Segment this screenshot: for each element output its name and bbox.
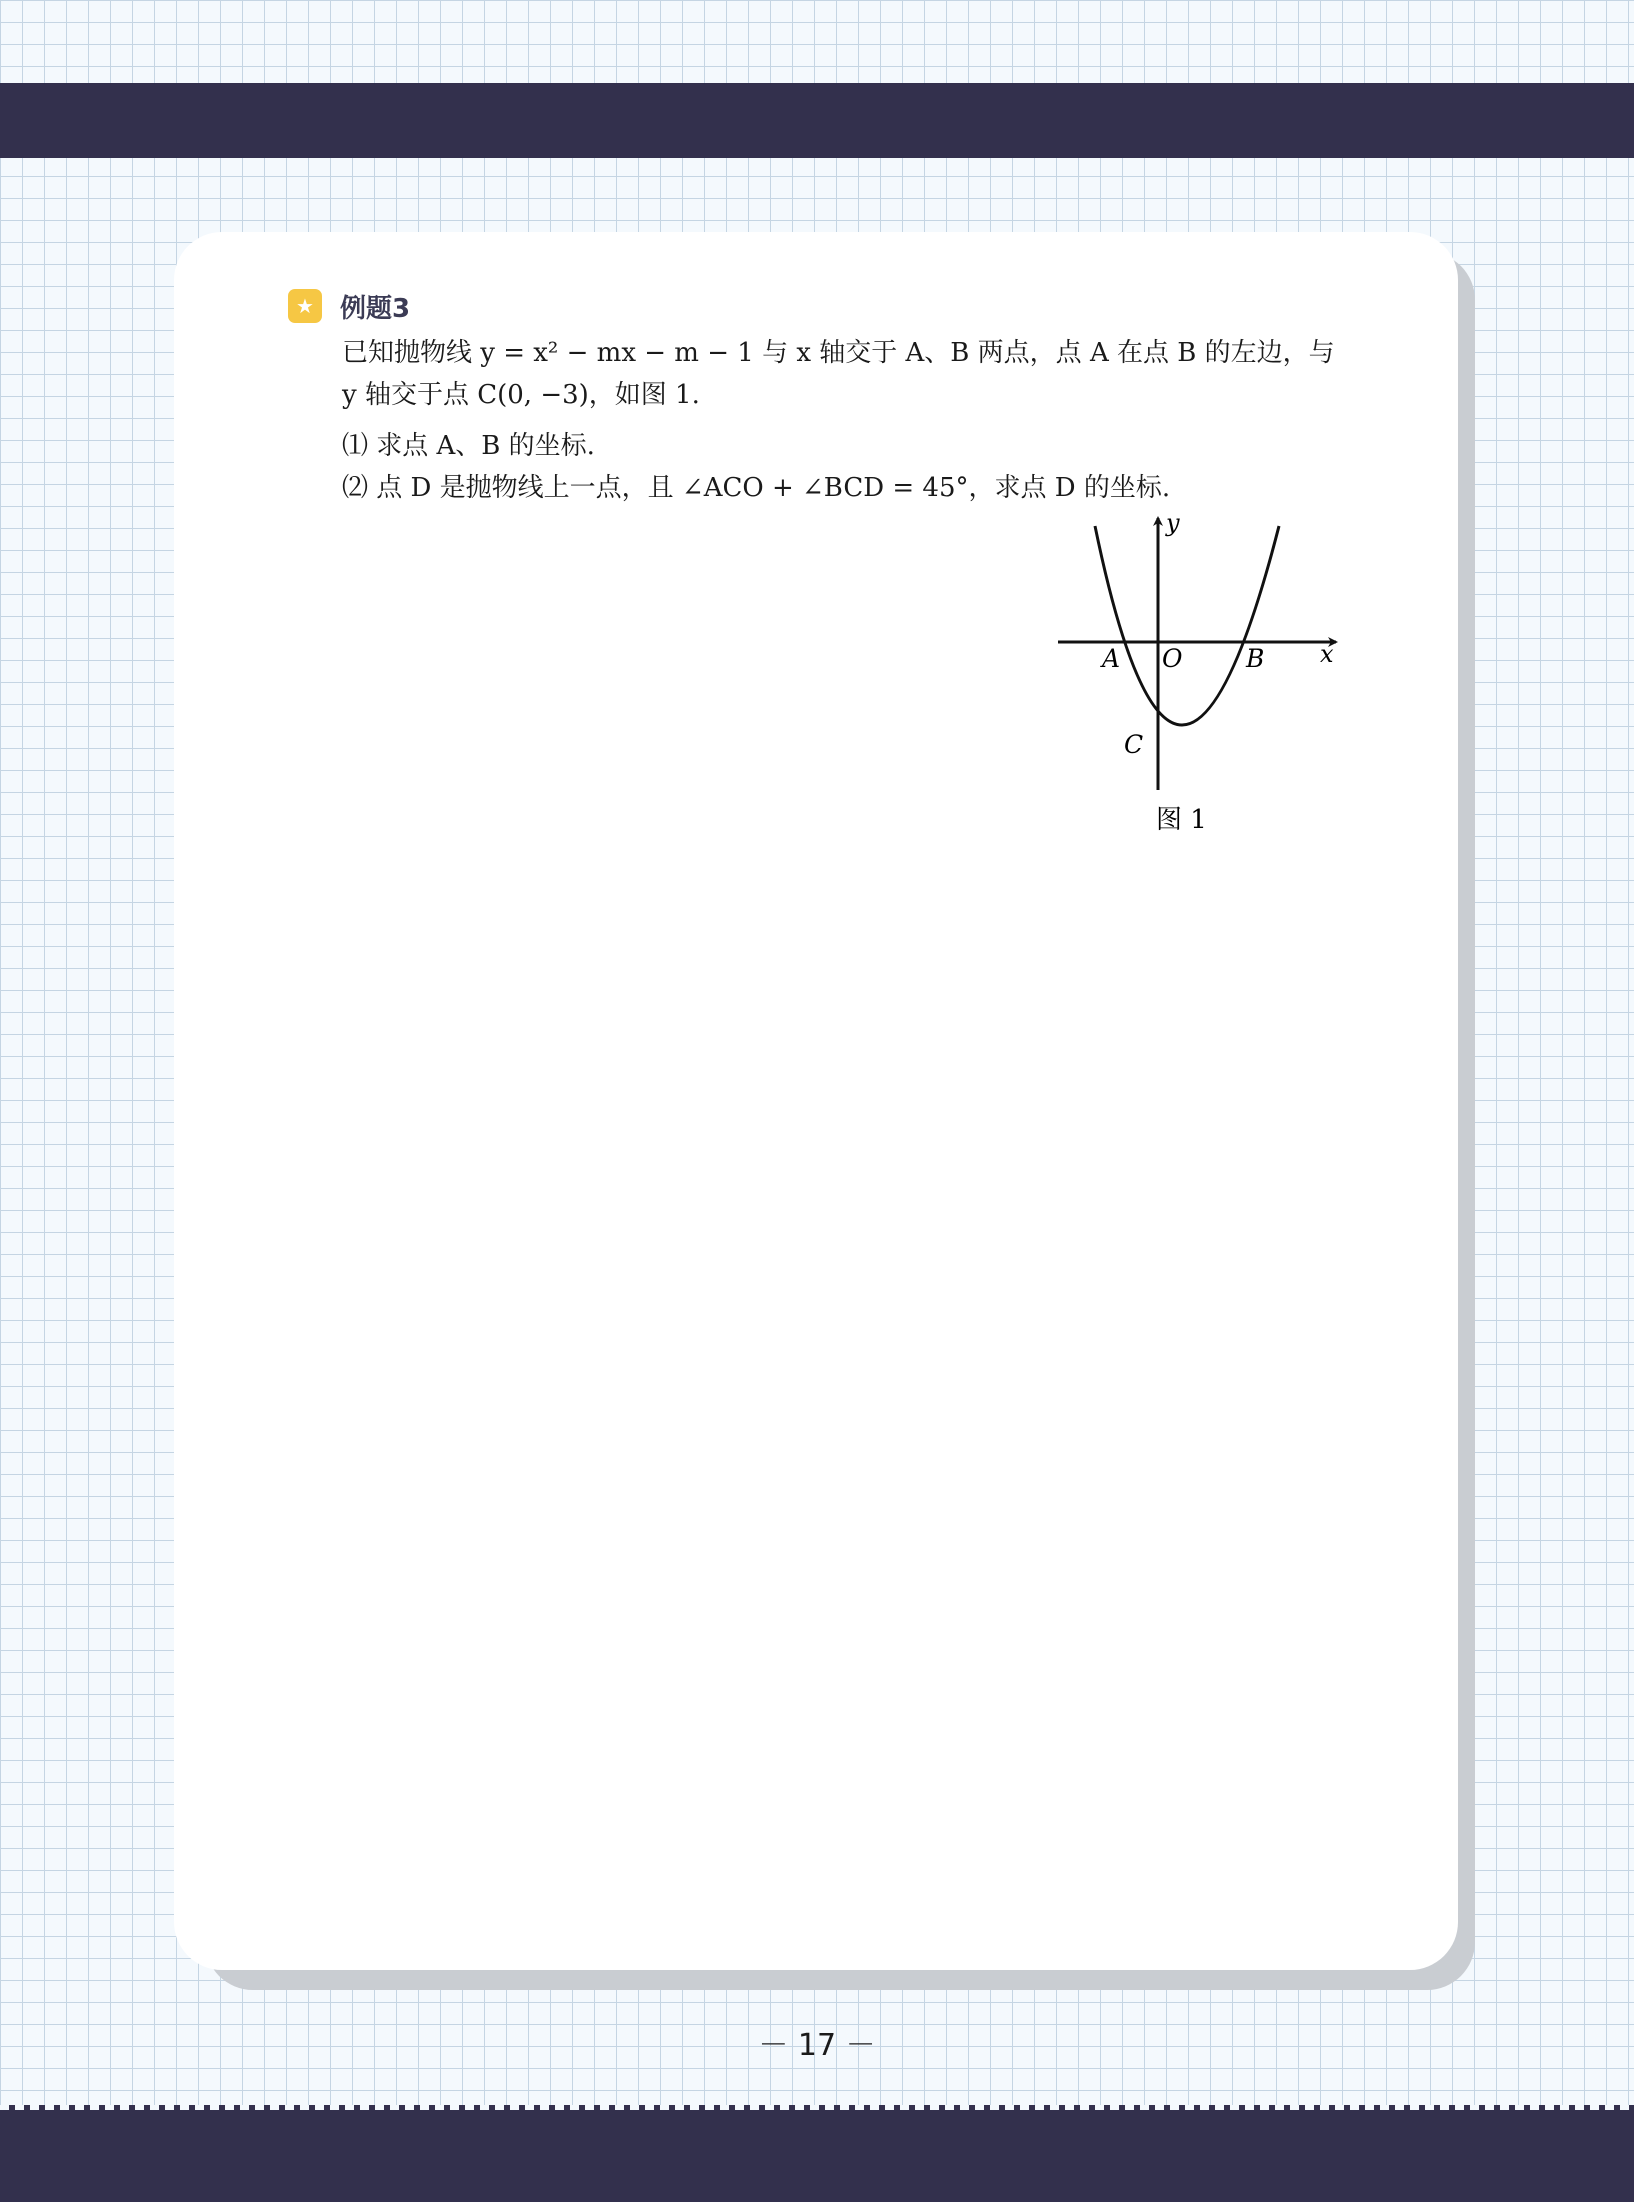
example-heading — [288, 288, 410, 324]
figure-caption: 图 1 — [1156, 805, 1207, 835]
star-icon: ★ — [288, 289, 322, 323]
label-x: x — [1320, 640, 1334, 668]
question-1: ⑴ 求点 A、B 的坐标. — [342, 431, 595, 461]
label-C: C — [1124, 730, 1144, 759]
question-2: ⑵ 点 D 是抛物线上一点，且 ∠ACO + ∠BCD = 45°，求点 D 的坐标. — [342, 473, 1171, 503]
label-y: y — [1166, 512, 1180, 537]
problem-statement: 已知抛物线 y = x² − mx − m − 1 与 x 轴交于 A、B 两点，点 A 在点 B 的左边，与 y 轴交于点 C(0, −3)，如图 1. — [342, 338, 1335, 410]
parabola-curve — [1095, 526, 1279, 725]
page-number: － 17 － — [758, 2028, 876, 2063]
top-banner — [0, 83, 1634, 158]
label-A: A — [1102, 644, 1121, 673]
parabola-figure — [1058, 512, 1348, 842]
label-B: B — [1246, 644, 1265, 673]
bottom-banner — [0, 2105, 1634, 2202]
label-O: O — [1162, 644, 1183, 673]
example-title: 例题3 — [340, 293, 411, 324]
